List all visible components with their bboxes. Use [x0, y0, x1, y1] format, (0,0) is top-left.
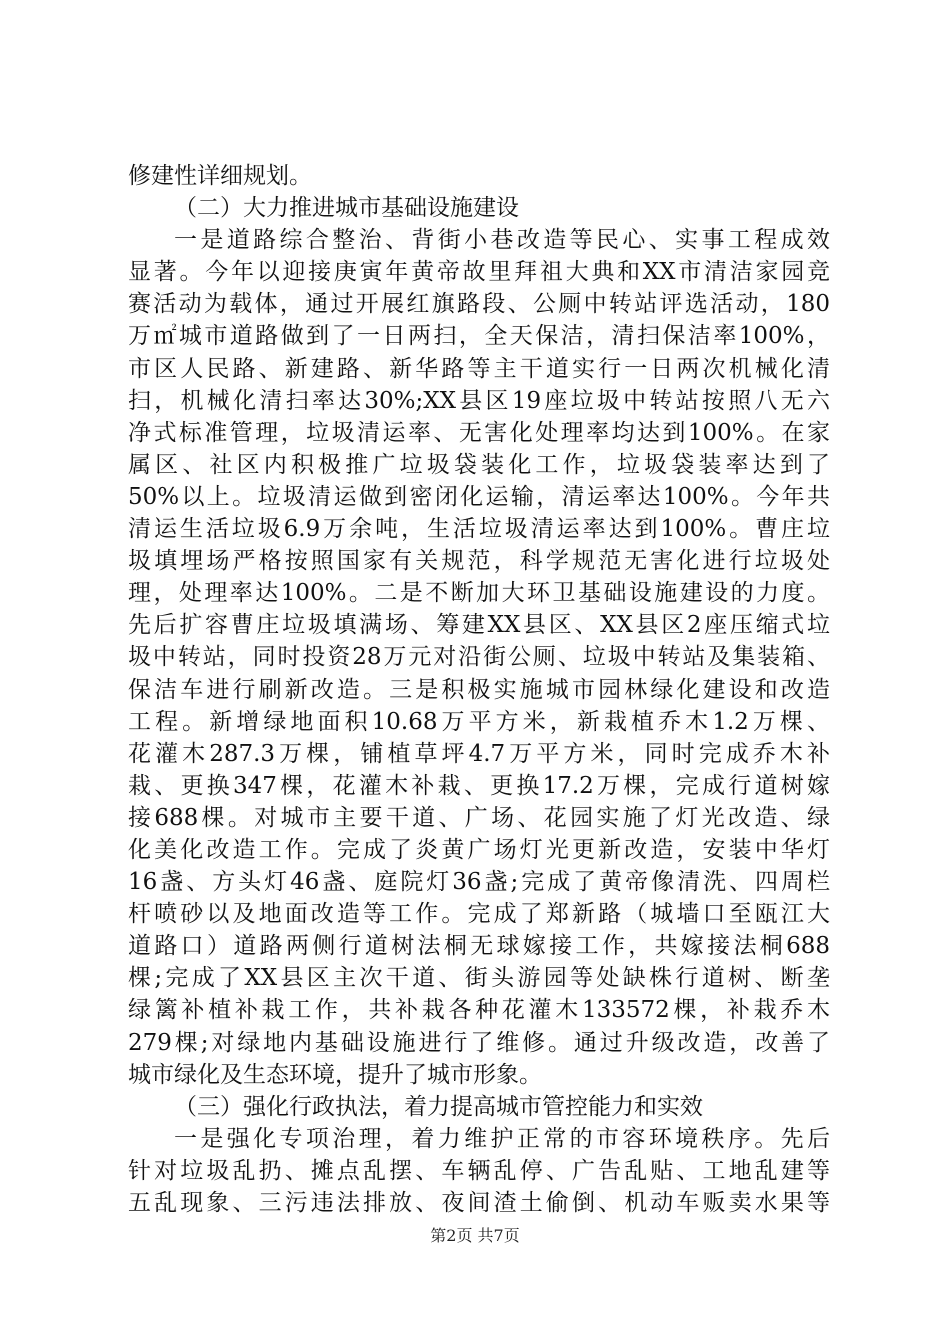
text-line: 针对垃圾乱扔、摊点乱摆、车辆乱停、广告乱贴、工地乱建等 [128, 1157, 830, 1184]
text-line: 绿篱补植补栽工作，共补栽各种花灌木133572棵，补栽乔木 [128, 997, 830, 1024]
text-line: 圾中转站，同时投资28万元对沿街公厕、垃圾中转站及集装箱、 [128, 644, 830, 671]
section-heading-2: （二）大力推进城市基础设施建设 [174, 195, 519, 222]
text-line: 五乱现象、三污违法排放、夜间渣土偷倒、机动车贩卖水果等 [128, 1190, 830, 1216]
text-line: 属区、社区内积极推广垃圾袋装化工作，垃圾袋装率达到了 [128, 451, 830, 478]
text-line: 修建性详细规划。 [128, 163, 312, 189]
text-line: 圾填埋场严格按照国家有关规范，科学规范无害化进行垃圾处 [128, 548, 830, 575]
text-line: 花灌木287.3万棵，铺植草坪4.7万平方米，同时完成乔木补 [128, 740, 830, 767]
text-line: 化美化改造工作。完成了炎黄广场灯光更新改造，安装中华灯 [128, 836, 830, 863]
text-line: 市区人民路、新建路、新华路等主干道实行一日两次机械化清 [128, 355, 830, 382]
text-line: 赛活动为载体，通过开展红旗路段、公厕中转站评选活动，180 [128, 291, 830, 318]
text-line: 一是强化专项治理，着力维护正常的市容环境秩序。先后 [174, 1125, 830, 1152]
text-line: 栽、更换347棵，花灌木补栽、更换17.2万棵，完成行道树嫁 [128, 772, 830, 799]
text-line: 杆喷砂以及地面改造等工作。完成了郑新路（城墙口至瓯江大 [128, 901, 830, 928]
page-footer: 第2页 共7页 [430, 1226, 520, 1245]
text-line: 理，处理率达100%。二是不断加大环卫基础设施建设的力度。 [128, 580, 830, 607]
text-line: 扫，机械化清扫率达30%;XX县区19座垃圾中转站按照八无六 [128, 387, 830, 414]
text-line: 接688棵。对城市主要干道、广场、花园实施了灯光改造、绿 [128, 804, 830, 831]
text-line: 清运生活垃圾6.9万余吨，生活垃圾清运率达到100%。曹庄垃 [128, 516, 830, 543]
text-line: 城市绿化及生态环境，提升了城市形象。 [128, 1061, 542, 1088]
text-line: 工程。新增绿地面积10.68万平方米，新栽植乔木1.2万棵、 [128, 708, 830, 735]
text-line: 万㎡城市道路做到了一日两扫，全天保洁，清扫保洁率100%， [128, 323, 830, 350]
document-body [128, 160, 830, 1219]
text-line: 279棵;对绿地内基础设施进行了维修。通过升级改造，改善了 [128, 1029, 830, 1056]
text-line: 棵;完成了XX县区主次干道、街头游园等处缺株行道树、断垄 [128, 965, 830, 992]
text-line: 净式标准管理，垃圾清运率、无害化处理率均达到100%。在家 [128, 419, 830, 446]
text-line: 一是道路综合整治、背街小巷改造等民心、实事工程成效 [174, 227, 830, 254]
text-line: 16盏、方头灯46盏、庭院灯36盏;完成了黄帝像清洗、四周栏 [128, 869, 830, 896]
text-line: 先后扩容曹庄垃圾填满场、筹建XX县区、XX县区2座压缩式垃 [128, 612, 830, 639]
text-line: 道路口）道路两侧行道树法桐无球嫁接工作，共嫁接法桐688 [128, 933, 830, 960]
section-heading-3: （三）强化行政执法，着力提高城市管控能力和实效 [174, 1093, 703, 1120]
text-line: 保洁车进行刷新改造。三是积极实施城市园林绿化建设和改造 [128, 676, 830, 703]
text-line: 显著。今年以迎接庚寅年黄帝故里拜祖大典和XX市清洁家园竞 [128, 259, 830, 286]
text-line: 50%以上。垃圾清运做到密闭化运输，清运率达100%。今年共 [128, 483, 830, 510]
